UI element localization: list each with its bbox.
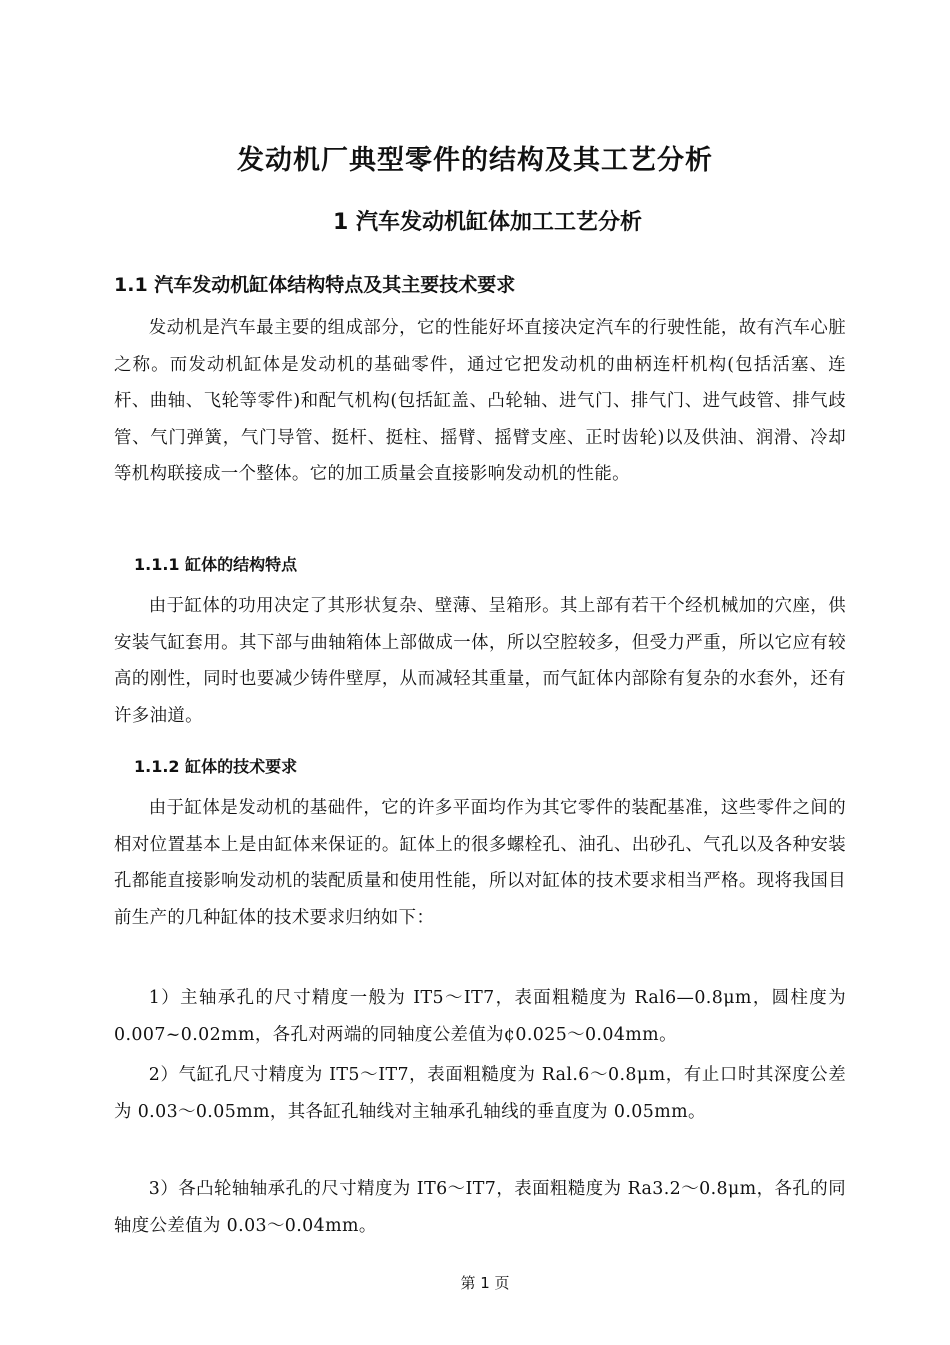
document-title: 发动机厂典型零件的结构及其工艺分析 [237,145,713,176]
intro-paragraph: 发动机是汽车最主要的组成部分，它的性能好坏直接决定汽车的行驶性能，故有汽车心脏之称。而发动机缸体是发动机的基础零件，通过它把发动机的曲柄连杆机构(包括活塞、连杆、曲轴、飞轮等零件)和配气机构(包括缸盖、凸轮轴、进气门、排气门、进气歧管、排气歧管、气门弹簧，气门导管、挺杆、挺柱、摇臂、摇臂支座、正时齿轮)以及供油、润滑、冷却等机构联接成一个整体。它的加工质量会直接影响发动机的性能。 [114,318,846,484]
requirement-item: 1）主轴承孔的尺寸精度一般为 IT5～IT7，表面粗糙度为 Ral6—0.8μm，圆柱度为 0.007~0.02mm，各孔对两端的同轴度公差值为¢0.025～0.04mm。 [114,988,846,1045]
section-title: 1.1 汽车发动机缸体结构特点及其主要技术要求 [114,274,516,296]
page-number: 第 1 页 [460,1274,510,1292]
subsection-title-requirements: 1.1.2 缸体的技术要求 [134,757,298,776]
structure-paragraph: 由于缸体的功用决定了其形状复杂、壁薄、呈箱形。其上部有若干个经机械加的穴座，供安装气缸套用。其下部与曲轴箱体上部做成一体，所以空腔较多，但受力严重，所以它应有较高的刚性，同时也要减少铸件壁厚，从而减轻其重量，而气缸体内部除有复杂的水套外，还有许多油道。 [114,596,846,726]
subsection-title-structure: 1.1.1 缸体的结构特点 [134,555,298,574]
requirements-paragraph: 由于缸体是发动机的基础件，它的许多平面均作为其它零件的装配基准，这些零件之间的相对位置基本上是由缸体来保证的。缸体上的很多螺栓孔、油孔、出砂孔、气孔以及各种安装孔都能直接影响发动机的装配质量和使用性能，所以对缸体的技术要求相当严格。现将我国目前生产的几种缸体的技术要求归纳如下： [114,798,846,928]
requirement-item: 2）气缸孔尺寸精度为 IT5～IT7，表面粗糙度为 Ral.6～0.8μm，有止口时其深度公差为 0.03～0.05mm，其各缸孔轴线对主轴承孔轴线的垂直度为 0.05mm。 [114,1065,846,1122]
requirement-item: 3）各凸轮轴轴承孔的尺寸精度为 IT6～IT7，表面粗糙度为 Ra3.2～0.8μm，各孔的同轴度公差值为 0.03～0.04mm。 [114,1179,846,1236]
chapter-title: 1 汽车发动机缸体加工工艺分析 [333,210,642,235]
